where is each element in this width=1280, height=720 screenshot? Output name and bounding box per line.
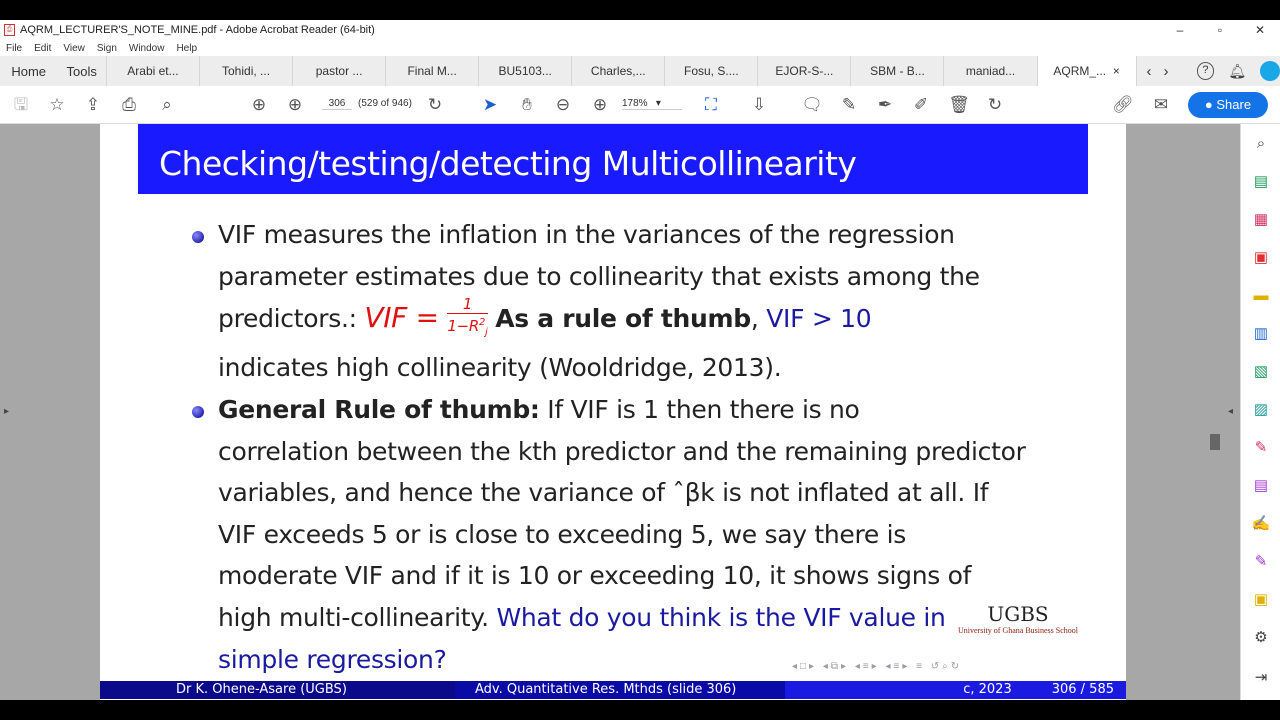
footer-year: c, 2023 [963, 682, 1012, 697]
tab-document[interactable]: maniad... [944, 56, 1037, 86]
bullet-vif-definition [218, 214, 980, 389]
zoom-out-icon[interactable]: ⊖ [555, 95, 571, 114]
scan-ocr-icon[interactable]: ▨ [1253, 401, 1269, 418]
scrollbar-thumb[interactable] [1210, 434, 1220, 450]
print-icon[interactable]: ⎙ [122, 95, 136, 114]
tab-scroll-left-icon[interactable]: ‹ [1146, 62, 1152, 80]
text-line: VIF exceeds 5 or is close to exceeding 5, we say there is [218, 519, 907, 549]
tab-home[interactable]: Home [11, 63, 47, 79]
window-title: AQRM_LECTURER'S_NOTE_MINE.pdf - Adobe Acrobat Reader (64-bit) [20, 24, 375, 36]
email-icon[interactable]: ✉ [1153, 95, 1169, 114]
title-bar [0, 20, 1280, 40]
text-line: VIF measures the inflation in the variances of the regression [218, 220, 955, 249]
select-cursor-icon[interactable]: ➤ [482, 95, 498, 114]
right-panel-collapse-icon[interactable]: ◂ [1228, 406, 1234, 417]
more-tools-icon[interactable]: ⚙ [1254, 629, 1268, 646]
share-user-icon: ● [1204, 97, 1213, 112]
den-text: 1−R [447, 316, 479, 335]
general-rule-heading: General Rule of thumb: [218, 395, 540, 424]
fraction-denominator [447, 316, 488, 338]
save-icon[interactable]: 🖫 [13, 95, 29, 114]
zoom-in-icon[interactable]: ⊕ [592, 95, 608, 114]
upload-cloud-icon[interactable]: ⇪ [85, 95, 101, 114]
den-sup: 2 [478, 316, 486, 328]
text: high multi-collinearity. [218, 602, 497, 632]
fraction-numerator: 1 [447, 296, 487, 314]
tab-document[interactable]: SBM - B... [851, 56, 944, 86]
bullet-general-rule [218, 389, 1026, 680]
text: predictors.: [218, 304, 365, 334]
organize-pages-icon[interactable]: ▦ [1253, 211, 1269, 228]
zoom-level-select[interactable]: 178% ▾ [622, 98, 682, 110]
bookmark-star-icon[interactable]: ☆ [49, 95, 65, 114]
protect-icon[interactable]: ▣ [1253, 591, 1269, 608]
text-line: correlation between the kth predictor and the remaining predictor [218, 436, 1026, 466]
ugbs-logo [953, 602, 1083, 647]
pdf-page [100, 124, 1126, 700]
hand-tool-icon[interactable]: ✋︎ [522, 95, 532, 114]
menu-window[interactable]: Window [128, 42, 165, 54]
question-text: simple regression? [218, 644, 447, 674]
tab-document[interactable]: pastor ... [293, 56, 386, 86]
text: , [750, 304, 759, 334]
edit-pdf-tool-icon[interactable]: ▤ [1253, 477, 1269, 494]
den-sub: j [485, 326, 488, 338]
page-count: (529 of 946) [358, 98, 412, 109]
redo-icon[interactable]: ↻ [987, 95, 1003, 114]
bullet-icon [192, 231, 204, 243]
export-pdf-icon[interactable]: ▤ [1253, 173, 1269, 190]
footer-page: 306 / 585 [1051, 682, 1114, 697]
formula-lhs: VIF = [364, 301, 448, 335]
sign-icon[interactable]: ✒ [877, 95, 893, 114]
footer-course: Adv. Quantitative Res. Mthds (slide 306) [455, 681, 785, 699]
maximize-button[interactable]: ▫ [1217, 23, 1223, 37]
fill-sign-icon[interactable]: ✎ [1254, 439, 1268, 456]
beamer-navigation-icons[interactable]: ◂□▸ ◂⧉▸ ◂≡▸ ◂≡▸ ≡ ↺⌕↻ [792, 661, 963, 672]
left-panel-expand-icon[interactable]: ▸ [4, 406, 10, 417]
tab-label: AQRM_... [1053, 64, 1107, 78]
footer-right [785, 681, 1126, 699]
logo-subtitle: University of Ghana Business School [958, 626, 1078, 635]
tab-bar [0, 56, 1280, 86]
tab-document[interactable]: Final M... [386, 56, 479, 86]
share-button[interactable] [1188, 92, 1268, 118]
page-number-input[interactable]: 306 [322, 98, 352, 110]
formula-line [218, 294, 980, 347]
tab-scroll-right-icon[interactable]: › [1163, 62, 1169, 80]
zoom-level: 178% [622, 98, 648, 109]
avatar[interactable] [1260, 61, 1280, 81]
menu-help[interactable]: Help [176, 42, 198, 54]
comment-tool-icon[interactable]: ▬ [1253, 287, 1269, 304]
create-pdf-icon[interactable]: ▣ [1253, 249, 1269, 266]
previous-page-icon[interactable]: ⊕ [251, 95, 267, 114]
delete-icon[interactable]: 🗑︎ [948, 95, 970, 114]
tab-document[interactable]: Tohidi, ... [200, 56, 293, 86]
menu-view[interactable]: View [63, 42, 85, 54]
tab-document[interactable]: Arabi et... [107, 56, 200, 86]
vif-fraction [447, 296, 487, 341]
page-fit-icon[interactable]: ⛶ [705, 95, 717, 114]
menu-edit[interactable]: Edit [34, 42, 52, 54]
menu-file[interactable]: File [6, 42, 23, 54]
tab-tools[interactable]: Tools [57, 56, 107, 86]
request-signature-icon[interactable]: ✍ [1251, 515, 1271, 532]
minimize-button[interactable]: – [1176, 23, 1184, 37]
tools-sidebar [1240, 124, 1280, 700]
tab-document[interactable]: EJOR-S-... [758, 56, 851, 86]
text-line: indicates high collinearity (Wooldridge, 2013). [218, 353, 782, 383]
menu-bar [0, 40, 1280, 56]
search-icon[interactable]: ⌕ [1256, 135, 1266, 152]
pdf-file-icon: ⎙ [4, 24, 15, 36]
text: If VIF is 1 then there is no [539, 395, 860, 424]
tab-document[interactable]: Fosu, S.... [665, 56, 758, 86]
tab-close-icon[interactable]: × [1112, 64, 1120, 78]
toolbar [0, 86, 1280, 124]
vif-threshold: VIF > 10 [766, 304, 872, 334]
footer-author: Dr K. Ohene-Asare (UGBS) [100, 681, 455, 699]
bullet-icon [192, 406, 204, 418]
close-button[interactable]: ✕ [1254, 23, 1266, 37]
text-line: variables, and hence the variance of ˆβk is not inflated at all. If [218, 478, 989, 508]
tab-document[interactable]: BU5103... [479, 56, 572, 86]
slide-title: Checking/testing/detecting Multicollinearity [138, 124, 1088, 194]
highlight-pen-icon[interactable]: ✎ [841, 95, 857, 114]
text-line: moderate VIF and if it is 10 or exceeding 10, it shows signs of [218, 561, 972, 591]
tab-document-active[interactable] [1038, 56, 1137, 86]
prepare-form-icon[interactable]: ✎ [1254, 553, 1268, 570]
text-line: parameter estimates due to collinearity that exists among the [218, 261, 980, 291]
comment-icon[interactable]: 🗨︎ [801, 95, 823, 114]
slide-footer [100, 681, 1126, 699]
bell-icon[interactable]: 🔔︎ [1228, 62, 1247, 79]
combine-files-icon[interactable]: ▥ [1253, 325, 1269, 342]
edit-pdf-icon[interactable]: ✐ [913, 95, 929, 114]
tab-document[interactable]: Charles,... [572, 56, 665, 86]
menu-sign[interactable]: Sign [96, 42, 117, 54]
help-icon[interactable]: ? [1197, 62, 1215, 80]
next-page-icon[interactable]: ⊕ [287, 95, 303, 114]
link-icon[interactable]: 🔗︎ [1112, 95, 1134, 114]
compress-icon[interactable]: ▧ [1253, 363, 1269, 380]
collapse-sidebar-icon[interactable]: ⇥ [1254, 669, 1268, 686]
logo-text: UGBS [987, 602, 1049, 626]
share-label: Share [1216, 97, 1252, 112]
rotate-icon[interactable]: ↻ [427, 95, 443, 114]
scroll-mode-icon[interactable]: ⇩ [751, 95, 767, 114]
question-text: What do you think is the VIF value in [496, 602, 946, 632]
rule-of-thumb: As a rule of thumb [495, 304, 751, 334]
find-zoom-icon[interactable]: ⌕ [162, 95, 172, 114]
